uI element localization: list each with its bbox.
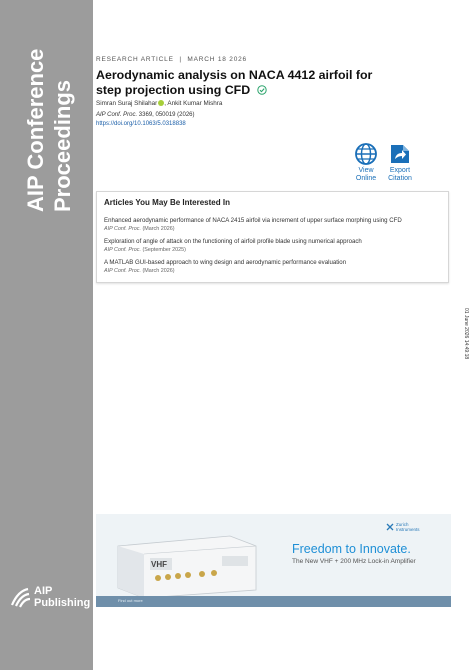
related-article-journal: AIP Conf. Proc. — [104, 226, 141, 232]
ad-brand-line1: Zurich — [396, 522, 409, 527]
view-online-button[interactable] — [348, 142, 384, 183]
ad-brand — [396, 522, 420, 532]
related-article-journal: AIP Conf. Proc. — [104, 247, 141, 253]
ad-footer-strip — [96, 596, 451, 607]
article-title — [96, 68, 396, 98]
related-article-source — [104, 268, 442, 274]
related-articles-heading: Articles You May Be Interested In — [104, 198, 230, 207]
view-online-label-2: Online — [355, 175, 377, 182]
author-link-2[interactable]: , Ankit Kumar Mishra — [164, 100, 223, 107]
globe-icon — [354, 142, 378, 166]
related-article-title[interactable]: A MATLAB GUI-based approach to wing design and aerodynamic performance evaluation — [104, 259, 347, 266]
ad-footer-text[interactable]: Find out more — [118, 598, 143, 603]
related-article-source — [104, 226, 442, 232]
article-date: MARCH 18 2026 — [187, 56, 247, 63]
journal-title-line2: Proceedings — [50, 79, 75, 212]
article-meta — [96, 56, 250, 63]
export-citation-button[interactable] — [382, 142, 418, 183]
export-icon — [388, 142, 412, 166]
ad-headline: Freedom to Innovate. — [292, 542, 411, 556]
related-article-date: (March 2026) — [140, 226, 175, 232]
export-label-2: Citation — [388, 175, 412, 182]
meta-separator: | — [179, 56, 182, 63]
journal-title[interactable] — [0, 16, 93, 216]
author-list — [96, 100, 222, 107]
related-article-source — [104, 247, 442, 253]
zurich-instruments-logo-icon — [386, 523, 394, 531]
download-timestamp-text: 01 June 2026 14:49:18 — [463, 308, 469, 360]
device-label: VHF — [151, 560, 167, 569]
download-timestamp — [456, 306, 470, 376]
ad-brand-line2: Instruments — [396, 527, 420, 532]
citation-journal: AIP Conf. Proc. — [96, 112, 138, 118]
related-article-date: (March 2026) — [140, 268, 175, 274]
article-title-text: Aerodynamic analysis on NACA 4412 airfoil for step projection using CFD — [96, 68, 373, 97]
journal-title-line1: AIP Conference — [23, 48, 48, 212]
related-article-title[interactable]: Exploration of angle of attack on the functioning of airfoil profile blade using numerical approach — [104, 238, 362, 245]
lock-in-amplifier-image — [110, 532, 260, 598]
ad-subtext: The New VHF + 200 MHz Lock-in Amplifier — [292, 558, 416, 565]
export-citation-label — [382, 167, 418, 183]
aip-publishing-logo[interactable] — [8, 583, 91, 613]
related-article-title[interactable]: Enhanced aerodynamic performance of NACA 2415 airfoil via increment of upper surface morphing using CFD — [104, 217, 402, 224]
author-link[interactable]: Simran Suraj Shilahar — [96, 100, 158, 107]
publisher-name-line2: Publishing — [34, 597, 91, 609]
publisher-name-line1: AIP — [34, 585, 53, 597]
export-label-1: Export — [389, 167, 411, 174]
sidebar — [0, 0, 93, 670]
related-article-date: (September 2025) — [140, 247, 186, 253]
view-online-label-1: View — [358, 167, 374, 174]
aip-logo-icon — [8, 585, 34, 609]
related-articles-list — [104, 216, 442, 279]
check-updates-icon[interactable] — [257, 85, 267, 95]
related-article[interactable] — [104, 258, 442, 274]
citation — [96, 112, 195, 118]
doi-link[interactable]: https://doi.org/10.1063/5.0318838 — [96, 121, 186, 127]
citation-volume: 3369, 050019 (2026) — [137, 112, 195, 118]
advertisement-banner[interactable] — [96, 514, 451, 607]
related-articles-box — [96, 191, 449, 283]
related-article[interactable] — [104, 237, 442, 253]
related-article-journal: AIP Conf. Proc. — [104, 268, 141, 274]
related-article[interactable] — [104, 216, 442, 232]
article-type: RESEARCH ARTICLE — [96, 56, 174, 63]
view-online-label — [348, 167, 384, 183]
